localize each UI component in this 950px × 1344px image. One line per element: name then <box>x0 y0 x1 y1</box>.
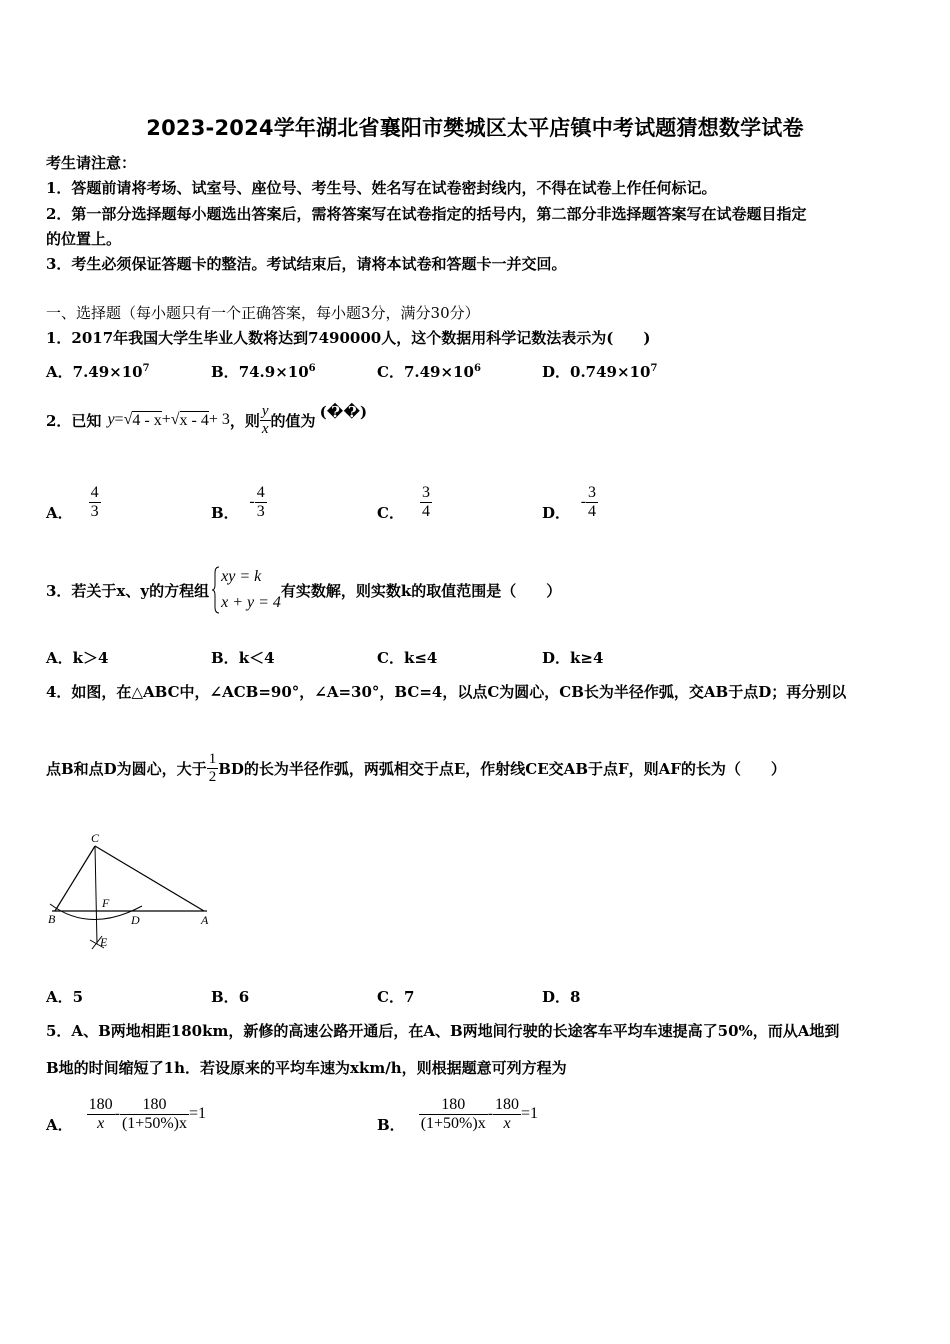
label-f: F <box>102 896 110 910</box>
option-exp: 7 <box>142 363 150 374</box>
frac-den: x <box>261 420 269 437</box>
q3-eq-1: xy = k <box>221 568 262 585</box>
sqrt-icon: √ <box>170 411 180 428</box>
frac-den: 4 <box>588 502 597 520</box>
q3-prefix: 3．若关于x、y的方程组 <box>46 581 210 600</box>
option-text: 5 <box>72 988 84 1006</box>
q1-option-d <box>542 361 657 382</box>
frac-den: (1+50%)x <box>121 1114 187 1132</box>
option-label: A． <box>46 363 73 381</box>
option-label: D． <box>542 503 571 522</box>
q4-fraction <box>207 751 219 786</box>
frac-den: 3 <box>256 502 265 520</box>
q4-line2-pre: 点B和点D为圆心，大于 <box>46 759 207 778</box>
q2-paren: (��) <box>319 403 368 421</box>
option-fraction <box>586 484 598 521</box>
option-base: 7.49×10 <box>403 363 474 381</box>
q2-var-y: y <box>107 411 115 428</box>
option-label: C． <box>377 503 404 522</box>
option-sign: - <box>249 493 255 510</box>
option-sign: - <box>580 493 587 510</box>
option-text: k≥4 <box>570 649 604 667</box>
option-text: k＜4 <box>238 649 275 667</box>
q3-suffix: 有实数解，则实数k的取值范围是（ ） <box>280 581 562 600</box>
q2-option-a <box>46 478 101 526</box>
q1-option-c <box>377 361 481 382</box>
frac-den: x <box>493 1114 521 1133</box>
option-label: A． <box>46 649 73 667</box>
option-label: C． <box>377 988 404 1006</box>
option-fraction-2 <box>493 1096 521 1133</box>
frac-num: 1 <box>208 750 217 767</box>
option-exp: 6 <box>473 363 481 374</box>
q2-option-d <box>542 478 598 526</box>
q2-suffix: 的值为 <box>270 411 316 430</box>
triangle-figure <box>42 826 217 956</box>
q4-line2-post: BD的长为半径作弧，两弧相交于点E，作射线CE交AB于点F，则AF的长为（ ） <box>218 759 786 778</box>
q4-option-b <box>211 986 249 1007</box>
option-label: A． <box>46 503 73 522</box>
frac-num: 4 <box>256 483 265 501</box>
section-heading: 一、选择题（每小题只有一个正确答案，每小题3分，满分30分） <box>46 304 480 322</box>
option-equals: =1 <box>521 1105 539 1122</box>
q3-equations <box>221 564 281 616</box>
option-fraction-1 <box>87 1096 115 1133</box>
option-label: D． <box>542 649 571 667</box>
q3-option-c <box>377 647 437 668</box>
option-fraction-1 <box>419 1096 488 1133</box>
option-fraction-2 <box>120 1096 189 1133</box>
option-label: C． <box>377 363 404 381</box>
notice-item-3: 3．考生必须保证答题卡的整洁。考试结束后，请将本试卷和答题卡一并交回。 <box>46 255 567 273</box>
q2-equals: = <box>114 411 124 428</box>
label-c: C <box>91 831 100 845</box>
page-title: 2023-2024学年湖北省襄阳市樊城区太平店镇中考试题猜想数学试卷 <box>146 116 804 140</box>
q3-system <box>211 564 281 616</box>
option-label: C． <box>377 649 404 667</box>
option-text: k≤4 <box>403 649 438 667</box>
question-2-stem <box>46 398 367 442</box>
q4-option-c <box>377 986 414 1007</box>
question-1-stem: 1．2017年我国大学生毕业人数将达到7490000人，这个数据用科学记数法表示为( ) <box>46 329 651 347</box>
question-5-line-2: B地的时间缩短了1h．若设原来的平均车速为xkm/h，则根据题意可列方程为 <box>46 1059 567 1077</box>
q1-option-b <box>211 361 316 382</box>
option-minus: - <box>487 1105 494 1122</box>
q1-option-a <box>46 361 150 382</box>
frac-num: 3 <box>588 483 597 501</box>
q5-option-b <box>377 1088 538 1140</box>
frac-num: 3 <box>421 483 430 501</box>
frac-num: 180 <box>441 1095 466 1113</box>
option-fraction <box>89 484 101 521</box>
notice-item-1: 1．答题前请将考场、试室号、座位号、考生号、姓名写在试卷密封线内，不得在试卷上作任何标记。 <box>46 179 717 197</box>
option-equals: =1 <box>188 1105 207 1122</box>
notice-item-2: 2．第一部分选择题每小题选出答案后，需将答案写在试卷指定的括号内，第二部分非选择题答案写在试卷题目指定 <box>46 205 807 223</box>
option-label: D． <box>542 988 571 1006</box>
question-4-line-2 <box>46 744 786 792</box>
option-text: 7 <box>403 988 415 1006</box>
q2-mid: ，则 <box>229 411 260 430</box>
q3-option-d <box>542 647 603 668</box>
option-exp: 7 <box>650 363 658 374</box>
q2-sqrt-1: 4 - x <box>132 411 162 429</box>
option-base: 0.749×10 <box>570 363 651 381</box>
frac-den: (1+50%)x <box>420 1114 486 1132</box>
label-b: B <box>48 912 56 926</box>
q2-fraction <box>260 403 271 438</box>
frac-den: 2 <box>208 768 217 785</box>
option-label: B． <box>211 363 239 381</box>
option-label: B． <box>211 988 239 1006</box>
label-e: E <box>100 935 108 949</box>
option-base: 74.9×10 <box>238 363 309 381</box>
option-label: A． <box>46 1115 73 1134</box>
option-fraction <box>255 484 267 521</box>
option-label: A． <box>46 988 73 1006</box>
option-minus: - <box>114 1105 120 1122</box>
frac-num: y <box>261 402 269 419</box>
frac-num: 180 <box>142 1095 167 1113</box>
frac-num: 180 <box>495 1095 520 1113</box>
option-label: B． <box>211 503 239 522</box>
frac-den: x <box>87 1114 115 1133</box>
label-a: A <box>201 913 209 927</box>
frac-num: 4 <box>90 483 99 501</box>
option-label: D． <box>542 363 571 381</box>
frac-num: 180 <box>88 1095 113 1113</box>
q4-option-d <box>542 986 580 1007</box>
option-fraction <box>420 484 432 521</box>
frac-den: 3 <box>90 502 99 520</box>
q5-option-a <box>46 1088 206 1140</box>
q2-sqrt-2: x - 4 <box>179 411 209 429</box>
brace-icon <box>211 565 221 615</box>
question-4-line-1: 4．如图，在△ABC中，∠ACB=90°，∠A=30°，BC=4，以点C为圆心，CB长为半径作弧，交AB于点D；再分别以 <box>46 683 847 701</box>
q3-option-b <box>211 647 275 668</box>
q2-option-c <box>377 478 432 526</box>
q3-option-a <box>46 647 108 668</box>
option-label: B． <box>377 1115 405 1134</box>
q4-option-a <box>46 986 83 1007</box>
q2-plus-3: + 3 <box>208 411 230 428</box>
option-text: 8 <box>570 988 581 1006</box>
option-base: 7.49×10 <box>72 363 143 381</box>
option-exp: 6 <box>308 363 316 374</box>
question-5-line-1: 5．A、B两地相距180km，新修的高速公路开通后，在A、B两地间行驶的长途客车平均车速提高了50%，而从A地到 <box>46 1022 840 1040</box>
q2-plus-1: + <box>161 411 171 428</box>
option-text: 6 <box>238 988 250 1006</box>
q3-eq-2: x + y = 4 <box>221 594 281 611</box>
option-label: B． <box>211 649 239 667</box>
option-text: k＞4 <box>72 649 109 667</box>
notice-heading: 考生请注意： <box>46 154 137 172</box>
frac-den: 4 <box>421 502 430 520</box>
question-3-stem <box>46 562 561 618</box>
label-d: D <box>131 913 140 927</box>
q2-option-b <box>211 478 267 526</box>
q2-prefix: 2．已知 <box>46 411 102 430</box>
notice-item-2-cont: 的位置上。 <box>46 230 122 248</box>
sqrt-icon: √ <box>123 411 133 428</box>
